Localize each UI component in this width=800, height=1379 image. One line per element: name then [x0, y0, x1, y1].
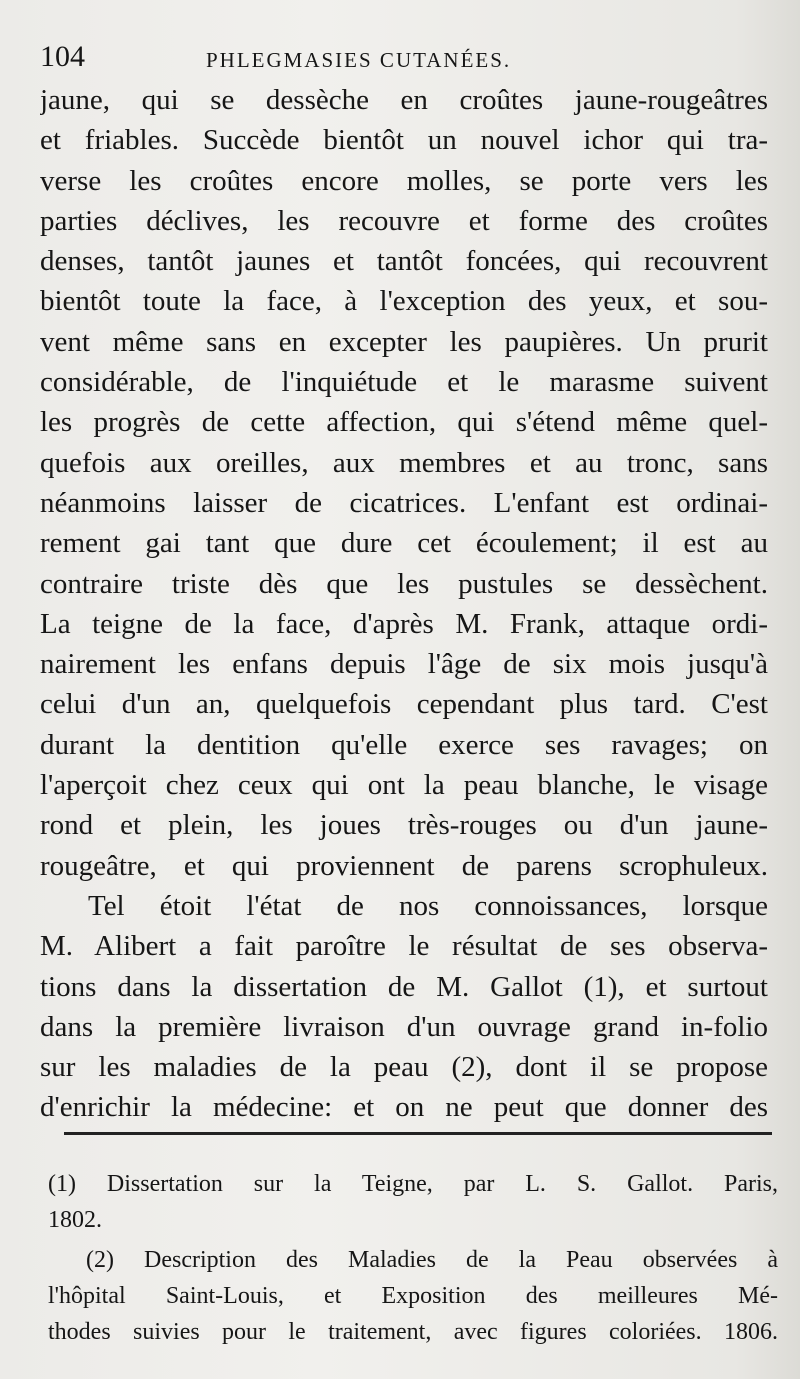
text-line: M. Alibert a fait paroître le résultat de ses observa-	[40, 930, 768, 963]
text-line: vent même sans en excepter les paupières. Un prurit	[40, 325, 768, 358]
text-line: considérable, de l'inquiétude et le marasme suivent	[40, 366, 768, 399]
footnote-1-line: 1802.	[48, 1207, 102, 1233]
page-header	[40, 40, 740, 80]
text-line: jaune, qui se dessèche en croûtes jaune-rougeâtres	[40, 84, 768, 116]
text-line: contraire triste dès que les pustules se dessèchent.	[40, 567, 768, 600]
page-number: 104	[40, 40, 85, 73]
text-line: néanmoins laisser de cicatrices. L'enfant est ordinai-	[40, 486, 768, 519]
text-line: sur les maladies de la peau (2), dont il se propose	[40, 1051, 768, 1084]
footnote-1-line: (1) Dissertation sur la Teigne, par L. S. Gallot. Paris,	[48, 1171, 778, 1197]
text-line: tions dans la dissertation de M. Gallot (1), et surtout	[40, 970, 768, 1003]
text-line: dans la première livraison d'un ouvrage grand in-folio	[40, 1010, 768, 1043]
text-line: l'aperçoit chez ceux qui ont la peau blanche, le visage	[40, 769, 768, 802]
footnotes	[48, 1166, 778, 1350]
text-line: celui d'un an, quelquefois cependant plus tard. C'est	[40, 688, 768, 721]
footnote-2-line: l'hôpital Saint-Louis, et Exposition des meilleures Mé-	[48, 1283, 778, 1309]
text-line: bientôt toute la face, à l'exception des yeux, et sou-	[40, 285, 768, 318]
body-text	[40, 80, 768, 1128]
text-line: les progrès de cette affection, qui s'étend même quel-	[40, 406, 768, 439]
text-line: nairement les enfans depuis l'âge de six mois jusqu'à	[40, 648, 768, 681]
text-line: La teigne de la face, d'après M. Frank, attaque ordi-	[40, 607, 768, 640]
running-head: PHLEGMASIES CUTANÉES.	[206, 48, 512, 72]
text-line: durant la dentition qu'elle exerce ses ravages; on	[40, 728, 768, 761]
text-line: quefois aux oreilles, aux membres et au tronc, sans	[40, 446, 768, 479]
text-line: rougeâtre, et qui proviennent de parens scrophuleux.	[40, 849, 768, 882]
footnote-2-line: (2) Description des Maladies de la Peau observées à	[86, 1247, 778, 1273]
text-line: verse les croûtes encore molles, se porte vers les	[40, 164, 768, 197]
text-line: denses, tantôt jaunes et tantôt foncées, qui recouvrent	[40, 245, 768, 278]
paragraph-start-line: Tel étoit l'état de nos connoissances, lorsque	[88, 889, 768, 922]
footnote-rule	[64, 1132, 772, 1135]
text-line: d'enrichir la médecine: et on ne peut que donner des	[40, 1091, 768, 1124]
text-line: rement gai tant que dure cet écoulement; il est au	[40, 527, 768, 560]
text-line: rond et plein, les joues très-rouges ou d'un jaune-	[40, 809, 768, 842]
footnote-2-line: thodes suivies pour le traitement, avec figures coloriées. 1806.	[48, 1319, 778, 1345]
text-line: et friables. Succède bientôt un nouvel ichor qui tra-	[40, 124, 768, 157]
text-line: parties déclives, les recouvre et forme des croûtes	[40, 204, 768, 237]
